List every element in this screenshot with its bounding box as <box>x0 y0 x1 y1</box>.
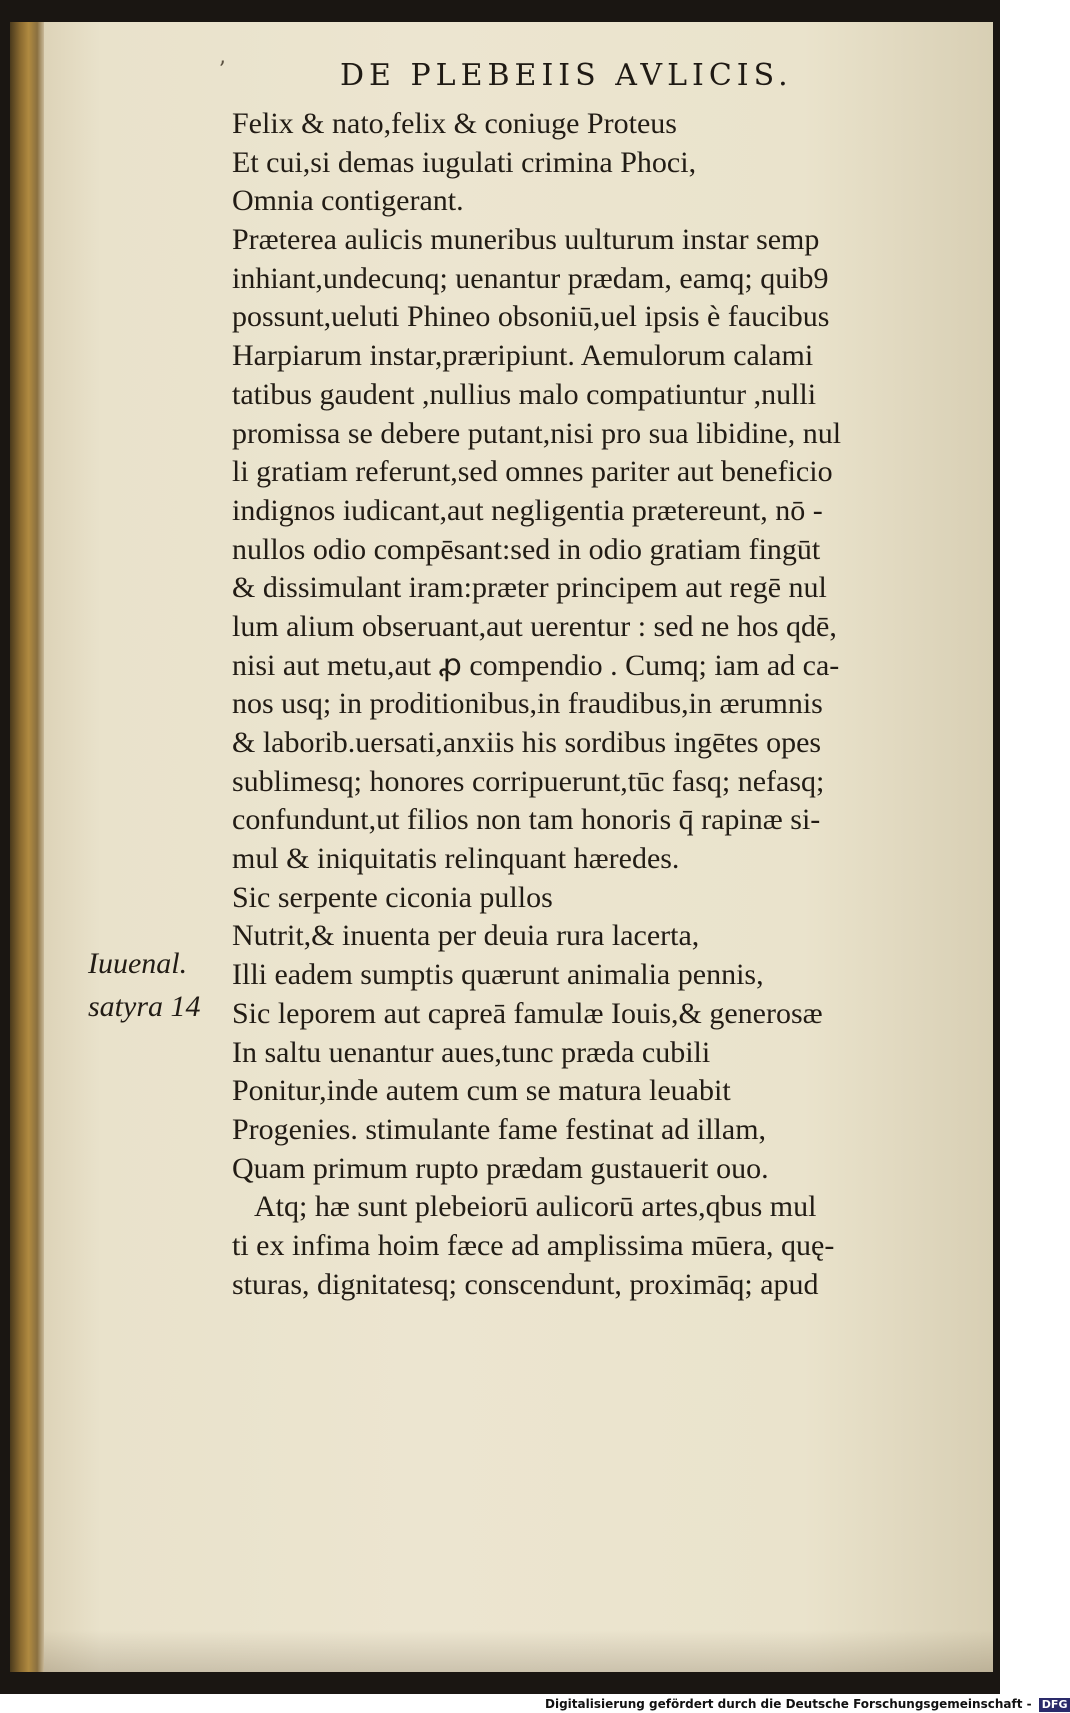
text-line: nos usq; in proditionibus,in fraudibus,in ærumnis <box>232 687 823 721</box>
text-line: & dissimulant iram:præter principem aut regē nul <box>232 571 827 605</box>
text-line: Omnia contigerant. <box>232 184 464 218</box>
verse-line: In saltu uenantur aues,tunc præda cubili <box>232 1035 711 1069</box>
text-line: possunt,ueluti Phineo obsoniū,uel ipsis è faucibus <box>232 300 830 334</box>
verse-line: Illi eadem sumptis quærunt animalia pennis, <box>232 958 764 992</box>
verse-line: Sic serpente ciconia pullos <box>232 880 553 914</box>
text-line: ti ex infima hoim fæce ad amplissima mūera, quę- <box>232 1228 835 1262</box>
text-line: Et cui,si demas iugulati crimina Phoci, <box>232 145 697 179</box>
dfg-logo: DFG <box>1039 1698 1070 1712</box>
printer-mark: ʼ <box>218 58 225 83</box>
verse-line: Ponitur,inde autem cum se matura leuabit <box>232 1074 731 1108</box>
text-line: sturas, dignitatesq; conscendunt, proximāq; apud <box>232 1267 819 1301</box>
text-line: inhiant,undecunq; uenantur prædam, eamq; quib9 <box>232 261 829 295</box>
margin-note-author: Iuuenal. <box>88 947 188 980</box>
verse-line: Quam primum rupto prædam gustauerit ouo. <box>232 1151 769 1185</box>
page-shadow <box>44 1630 993 1672</box>
verse-line: Sic leporem aut capreā famulæ Iouis,& generosæ <box>232 996 823 1030</box>
text-line: promissa se debere putant,nisi pro sua libidine, nul <box>232 416 842 450</box>
digitization-credit <box>545 1695 1068 1713</box>
scan-border-top <box>0 0 1000 22</box>
running-head: DE PLEBEIIS AVLICIS. <box>340 58 793 93</box>
body-text <box>232 105 972 1304</box>
text-line: & laborib.uersati,anxiis his sordibus ingētes opes <box>232 726 822 759</box>
verse-line: Nutrit,& inuenta per deuia rura lacerta, <box>232 919 700 953</box>
book-spine-edge <box>10 22 44 1672</box>
credit-text: Digitalisierung gefördert durch die Deutsche Forschungsgemeinschaft - <box>545 1697 1032 1711</box>
text-line: nullos odio compēsant:sed in odio gratiam fingūt <box>232 532 821 566</box>
scan-border-left <box>0 0 10 1694</box>
text-line: sublimesq; honores corripuerunt,tūc fasq; nefasq; <box>232 764 825 798</box>
text-line: confundunt,ut filios non tam honoris q̄ rapinæ si- <box>232 803 821 837</box>
text-line: Atq; hæ sunt plebeiorū aulicorū artes,qbus mul <box>254 1190 817 1224</box>
margin-note-satire: satyra 14 <box>88 990 201 1023</box>
text-line: nisi aut metu,aut ꝓ compendio . Cumq; iam ad ca- <box>232 648 840 682</box>
text-line: indignos iudicant,aut negligentia prætereunt, nō - <box>232 493 823 527</box>
scan-border-right <box>993 0 1000 1694</box>
text-line: tatibus gaudent ,nullius malo compatiuntur ,nulli <box>232 377 817 411</box>
text-line: Præterea aulicis muneribus uulturum instar semp <box>232 223 820 257</box>
text-line: Harpiarum instar,præripiunt. Aemulorum calami <box>232 339 814 373</box>
text-line: Felix & nato,felix & coniuge Proteus <box>232 107 677 140</box>
scan-border-bottom <box>0 1672 1000 1694</box>
text-line: lum alium obseruant,aut uerentur : sed ne hos qdē, <box>232 609 837 643</box>
verse-line: Progenies. stimulante fame festinat ad illam, <box>232 1112 767 1146</box>
text-line: mul & iniquitatis relinquant hæredes. <box>232 842 680 876</box>
text-line: li gratiam referunt,sed omnes pariter aut beneficio <box>232 455 833 489</box>
